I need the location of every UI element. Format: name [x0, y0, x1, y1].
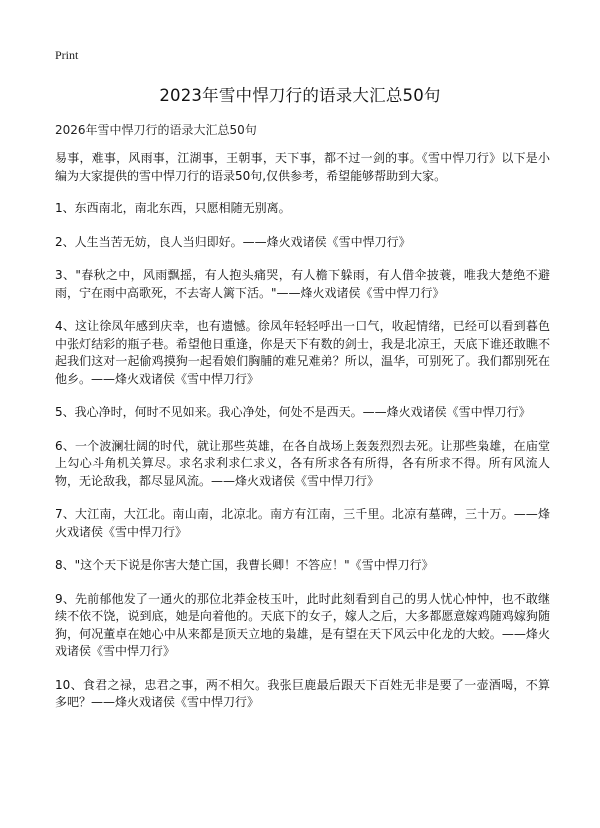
intro-paragraph: 易事，难事，风雨事，江湖事，王朝事，天下事，都不过一剑的事。《雪中悍刀行》以下是小编为大家提供的雪中悍刀行的语录50句,仅供参考，希望能够帮助到大家。	[55, 151, 550, 183]
quote-10: 10、食君之禄，忠君之事，两不相欠。我张巨鹿最后跟天下百姓无非是要了一壶酒喝，不算多吧？——烽火戏诸侯《雪中悍刀行》	[55, 677, 550, 709]
print-link[interactable]: Print	[55, 48, 79, 62]
quote-8: 8、"这个天下说是你害大楚亡国，我曹长卿！不答应！"《雪中悍刀行》	[55, 558, 434, 572]
quote-3: 3、"春秋之中，风雨飘摇，有人抱头痛哭，有人檐下躲雨，有人借伞披蓑，唯我大楚绝不避雨，宁在雨中高歌死，不去寄人篱下活。"——烽火戏诸侯《雪中悍刀行》	[55, 268, 550, 300]
quote-6: 6、一个波澜壮阔的时代，就让那些英雄，在各自战场上轰轰烈烈去死。让那些枭雄，在庙堂上勾心斗角机关算尽。求名求利求仁求义，各有所求各有所得，各有所求不得。所有风流人物，无论敌我，都尽显风流。——烽火戏诸侯《雪中悍刀行》	[55, 438, 550, 488]
quote-7: 7、大江南，大江北。南山南，北凉北。南方有江南，三千里。北凉有墓碑，三十万。——烽火戏诸侯《雪中悍刀行》	[55, 507, 550, 539]
page-title: 2023年雪中悍刀行的语录大汇总50句	[159, 86, 441, 105]
quote-2: 2、人生当苦无妨，良人当归即好。——烽火戏诸侯《雪中悍刀行》	[55, 234, 411, 249]
page-subtitle: 2026年雪中悍刀行的语录大汇总50句	[55, 123, 257, 137]
quote-4: 4、这让徐凤年感到庆幸，也有遗憾。徐凤年轻轻呼出一口气，收起情绪，已经可以看到暮色中张灯结彩的瓶子巷。希望他日重逢，你是天下有数的剑士，我是北凉王，天底下谁还敢瞧不起我们这对一起偷鸡摸狗一起看娘们胸脯的难兄难弟？所以，温华，可别死了。我们都别死在他乡。——烽火戏诸侯《雪中悍刀行》	[55, 319, 550, 386]
quote-5: 5、我心净时，何时不见如来。我心净处，何处不是西天。——烽火戏诸侯《雪中悍刀行》	[55, 405, 531, 419]
quote-1: 1、东西南北，南北东西，只愿相随无别离。	[55, 201, 291, 215]
article-body	[55, 150, 550, 728]
quote-9: 9、先前郁他发了一通火的那位北莽金枝玉叶，此时此刻看到自己的男人忧心忡忡，也不敢继续不依不饶，说到底，她是向着他的。天底下的女子，嫁人之后，大多都愿意嫁鸡随鸡嫁狗随狗，何况董卓在她心中从来都是顶天立地的枭雄，是有望在天下风云中化龙的大蛟。——烽火戏诸侯《雪中悍刀行》	[55, 591, 550, 658]
